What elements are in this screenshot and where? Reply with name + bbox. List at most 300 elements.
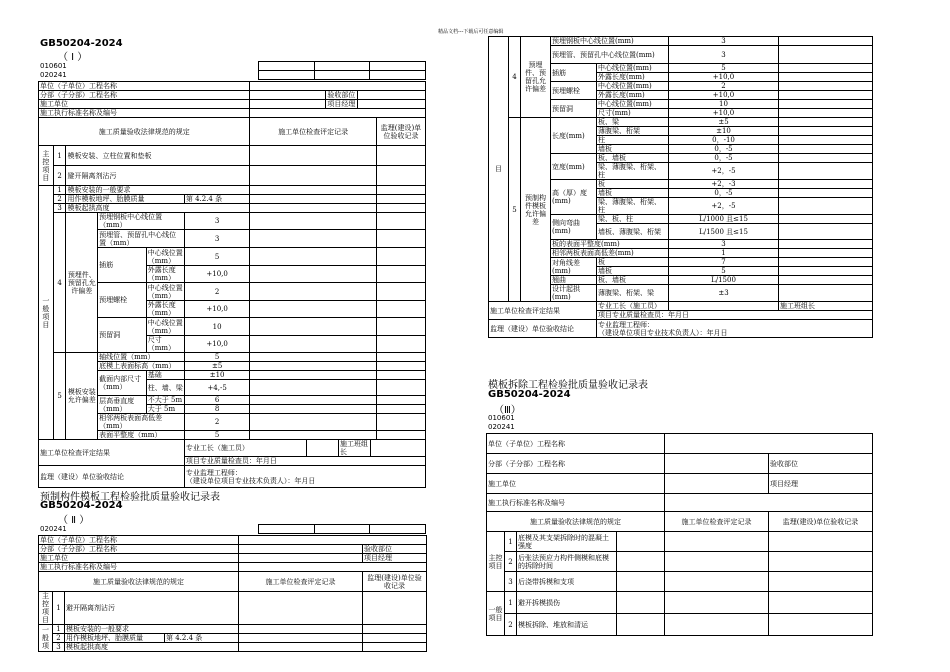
check-cell[interactable] (665, 614, 769, 636)
right2-standard: GB50204-2024 (488, 389, 571, 400)
sub-label: 对角线差(mm) (551, 258, 597, 276)
check-cell[interactable] (617, 592, 665, 614)
sub-label: 预埋螺栓 (551, 82, 597, 100)
sub-label-b: 梁、薄腹梁、桁架、柱 (597, 163, 669, 180)
head-construction: 施工单位检查评定记录 (250, 118, 377, 146)
check-cell[interactable] (779, 198, 873, 215)
sup-cell[interactable] (376, 213, 425, 230)
check-cell[interactable] (250, 213, 377, 230)
sup-cell[interactable] (376, 371, 425, 380)
check-cell[interactable] (779, 118, 873, 127)
qc-line: 项目专业质量检查员：年月日 (597, 311, 873, 320)
sub-label-b: 板 (597, 258, 669, 267)
side-label: 目 (489, 37, 509, 302)
check-cell[interactable] (779, 91, 873, 100)
main-label: 主控项目 (39, 146, 54, 186)
tolerance: 3 (669, 37, 779, 46)
sub-label-b: 中心线位置（mm） (147, 318, 183, 335)
sub-label-b: 梁、薄腹梁、桁架、柱 (597, 198, 669, 215)
sub-label-b: 中心线位置（mm） (147, 248, 183, 265)
check-cell[interactable] (250, 266, 377, 283)
dept-label: 验收部位 (326, 91, 358, 100)
sup-cell[interactable] (376, 318, 425, 336)
tolerance: 10 (184, 318, 250, 336)
sup-line: 专业监理工程师： (185, 468, 242, 477)
item-no: 1 (53, 592, 65, 625)
info-label: 单位（子单位）工程名称 (39, 536, 239, 545)
sup-line-2: （建设单位项目专业技术负责人）：年月日 (598, 328, 728, 337)
check-cell[interactable] (250, 204, 377, 213)
tolerance: ±10 (669, 127, 779, 136)
tolerance: 5 (184, 248, 250, 266)
tolerance: +2，-5 (669, 163, 779, 180)
tolerance: +10,0 (184, 301, 250, 318)
item-text: 模板安装、立柱位置和垫板 (66, 146, 250, 166)
sub-label-b: 板、墙板 (597, 276, 669, 285)
general-label: 一般项 (39, 625, 53, 652)
info-label: 施工单位 (39, 554, 239, 563)
check-cell[interactable] (779, 154, 873, 163)
check-cell[interactable] (665, 572, 769, 592)
sub-label: 层高垂直度（mm） (98, 396, 147, 414)
tolerance: ±10 (184, 371, 250, 380)
check-cell[interactable] (779, 258, 873, 267)
tolerance: 3 (184, 230, 250, 248)
top-note: 精品文档---下载后可任意编辑 (438, 29, 504, 35)
tolerance: 5 (669, 64, 779, 73)
tolerance: +4,-5 (184, 380, 250, 396)
item-no: 1 (53, 186, 66, 195)
sub-label: 插筋 (551, 64, 597, 82)
general-label: 一般项目 (39, 186, 54, 440)
sub-label-b: 柱、墙、梁 (146, 380, 184, 396)
check-cell[interactable] (779, 145, 873, 154)
item-text: 避开拆模损伤 (517, 592, 617, 614)
info-value[interactable] (665, 494, 873, 512)
tolerance: +10,0 (669, 91, 779, 100)
item-no: 3 (53, 643, 65, 652)
sup-cell[interactable] (363, 634, 427, 643)
check-cell[interactable] (665, 552, 769, 572)
check-cell[interactable] (239, 592, 363, 625)
check-cell[interactable] (779, 73, 873, 82)
check-cell[interactable] (239, 643, 363, 652)
left-table-II (38, 535, 427, 652)
sup-cell[interactable] (376, 362, 425, 371)
check-cell[interactable] (250, 336, 377, 353)
qc-line: 项目专业质量检查员：年月日 (184, 457, 425, 466)
sup-cell[interactable] (376, 266, 425, 283)
sup-cell[interactable] (376, 414, 425, 431)
tolerance: +10,0 (184, 336, 250, 353)
check-cell[interactable] (250, 396, 377, 405)
right2-part: （Ⅲ） (494, 405, 521, 416)
item5-label: 预制构件模板允许偏差 (521, 118, 551, 302)
head-construction: 施工单位检查评定记录 (239, 572, 363, 592)
tolerance: 6 (184, 396, 250, 405)
sup-label: 监理（建设）单位验收结论 (489, 320, 597, 338)
check-cell[interactable] (617, 552, 665, 572)
check-cell[interactable] (617, 572, 665, 592)
tolerance: 7 (669, 258, 779, 267)
tolerance: 0，-5 (669, 189, 779, 198)
sub-label-b: 中心线位置(mm) (597, 100, 669, 109)
info-value[interactable] (239, 536, 427, 545)
sup-cell[interactable] (376, 230, 425, 248)
item-no: 2 (505, 614, 517, 636)
info-value[interactable] (250, 100, 326, 109)
team-label: 施工班组长 (339, 440, 371, 457)
sub-label: 长度(mm) (551, 118, 597, 154)
check-cell[interactable] (779, 82, 873, 91)
sub-label: 截面内部尺寸（mm） (98, 371, 147, 396)
pm-label: 项目经理 (363, 554, 427, 563)
check-cell[interactable] (250, 405, 377, 414)
sub-label-b: 外露长度(mm) (597, 73, 669, 82)
sub-label-b: 板、墙板 (597, 154, 669, 163)
sup-cell[interactable] (363, 592, 427, 625)
item-text: 模板起拱高度 (65, 643, 239, 652)
tolerance: 2 (184, 283, 250, 301)
sup-cell[interactable] (376, 405, 425, 414)
sub-label: 设计起拱(mm) (551, 285, 597, 302)
sub-label-b: 不大于 5m (146, 396, 184, 405)
team-value[interactable] (370, 440, 425, 457)
sup-cell[interactable] (376, 396, 425, 405)
info-value[interactable] (665, 474, 769, 494)
sub-label-b: 中心线位置(mm) (597, 64, 669, 73)
head-supervision: 监理(建设)单位验收记录 (376, 118, 425, 146)
check-cell[interactable] (617, 532, 665, 552)
info-label: 单位（子单位）工程名称 (39, 82, 250, 91)
foreman-value[interactable] (307, 440, 339, 457)
sub-label: 预埋管、预留孔中心线位置（mm） (98, 230, 185, 248)
sub-label-b: 板 (597, 180, 669, 189)
foreman-value[interactable] (669, 302, 779, 311)
check-cell[interactable] (779, 64, 873, 73)
check-cell[interactable] (779, 109, 873, 118)
item-ref: 第 4.2.4 条 (184, 195, 250, 204)
check-cell[interactable] (250, 283, 377, 301)
check-cell[interactable] (250, 371, 377, 380)
info-value[interactable] (250, 109, 426, 118)
check-cell[interactable] (779, 100, 873, 109)
info-label: 单位（子单位）工程名称 (487, 434, 665, 454)
sub-label: 预埋管、预留孔中心线位置(mm) (551, 46, 669, 64)
sup-cell[interactable] (769, 592, 873, 614)
info-label: 分部（子分部）工程名称 (39, 91, 250, 100)
check-cell[interactable] (779, 37, 873, 46)
sub-label-b: 尺寸（mm） (146, 336, 184, 353)
check-cell[interactable] (250, 301, 377, 318)
check-cell[interactable] (250, 146, 377, 166)
sub-label-b: 中心线位置（mm） (147, 283, 183, 300)
pm-label: 项目经理 (326, 100, 358, 109)
sup-cell[interactable] (769, 552, 873, 572)
tolerance: 5 (669, 267, 779, 276)
sub-label-b: 墙板 (597, 267, 669, 276)
check-cell[interactable] (779, 127, 873, 136)
sup-cell[interactable] (376, 301, 425, 318)
sub-label-b: 板、梁 (597, 118, 669, 127)
sub-label: 高（厚）度(mm) (551, 180, 597, 215)
item-no: 3 (53, 204, 66, 213)
sup-cell[interactable] (376, 195, 425, 204)
item-no: 2 (505, 552, 517, 572)
tolerance: 0，-5 (669, 145, 779, 154)
sub-label: 预埋钢板中心线位置（mm） (98, 213, 185, 230)
sup-cell[interactable] (376, 380, 425, 396)
left-code-2: 020241 (40, 71, 67, 79)
sup-cell[interactable] (363, 625, 427, 634)
sup-cell[interactable] (376, 186, 425, 195)
sup-line-2: （建设单位项目专业技术负责人）：年月日 (185, 476, 316, 485)
check-cell[interactable] (250, 195, 377, 204)
item4-label: 预埋件、预留孔允许偏差 (66, 213, 98, 353)
check-cell[interactable] (665, 592, 769, 614)
left2-code-boxes (258, 524, 426, 534)
check-cell[interactable] (250, 414, 377, 431)
item-text: 避开隔离剂沾污 (66, 166, 250, 186)
sub-label: 底模上表面标高（mm） (98, 362, 185, 371)
tolerance: L/1000 且≤15 (669, 215, 779, 224)
check-cell[interactable] (250, 380, 377, 396)
check-cell[interactable] (779, 163, 873, 180)
sub-label-b: 薄腹梁、桁架 (597, 127, 669, 136)
tolerance: 3 (184, 213, 250, 230)
left2-title: 预制构件模板工程检验批质量验收记录表 (40, 492, 220, 503)
info-value[interactable] (357, 91, 425, 100)
check-cell[interactable] (779, 240, 873, 249)
item-text: 用作模板地坪、胎膜质量 (66, 195, 184, 204)
check-cell[interactable] (250, 353, 377, 362)
info-label: 施工单位 (487, 474, 665, 494)
sub-label-b: 墙板、薄腹梁、桁架 (597, 224, 669, 240)
check-cell[interactable] (250, 186, 377, 195)
check-cell[interactable] (250, 230, 377, 248)
foreman-label: 专业工长（施工员） (597, 302, 669, 311)
sub-label-b: 柱 (597, 136, 669, 145)
tolerance: 0，-10 (669, 136, 779, 145)
head-supervision: 监理(建设)单位验收记录 (363, 572, 427, 592)
item5-label: 模板安装允许偏差 (66, 353, 98, 440)
tolerance: ±3 (669, 285, 779, 302)
sub-label: 侧向弯曲(mm) (551, 215, 597, 240)
sup-cell[interactable] (376, 248, 425, 266)
tolerance: 3 (669, 46, 779, 64)
sub-label-b: 中心线位置(mm) (597, 82, 669, 91)
left2-part: （ Ⅱ ） (58, 515, 90, 526)
info-label: 分部（子分部）工程名称 (39, 545, 239, 554)
right2-title: 模板拆除工程检验批质量验收记录表 (488, 380, 648, 391)
sub-label: 预埋螺栓 (98, 283, 147, 318)
check-cell[interactable] (617, 614, 665, 636)
tolerance: 2 (184, 414, 250, 431)
right-table: 目 4 预埋件、预留孔允许偏差 预埋钢板中心线位置(mm) 3 预埋管、预留孔中心线位置(mm) 3 插筋 中心线位置(mm) 5 外露长度(mm) +10,0 预埋螺栓 中心线位置(mm) 2 外露长度(mm) +10,0 预留洞 中心线位置(mm) 10 尺寸(mm) +10,0 5 预制构件模板允许偏差 长度(mm) 板、梁 ±5 薄腹梁、桁架 ±10 柱 0，-10 墙板 0，-5 宽度(mm) 板、墙板 0，-5 梁、薄腹梁、桁架、柱 +2，-5 高（厚）度(mm) 板 +2，-3 墙板 0，-5 梁、薄腹梁、桁架、柱 +2，-5 侧向弯曲(mm) 梁、板、柱 L/1000 且≤15 墙板、薄腹梁、桁架 L/1500 且≤15 板的表面平整度(mm) 3 相邻两板表面高低差(mm) 1 对角线差(mm) 板 7 墙板 5 翘曲 板、墙板 L/1500 设计起拱(mm) 薄腹梁、桁架、梁 ±3 施工单位检查评定结果 专业工长（施工员） 施工班组长 项目专业质量检查员：年月日 监理（建设）单位验收结论 专业监理工程师： （建设单位项目专业技术负责人）：年月日 (488, 36, 873, 338)
tolerance: ±5 (669, 118, 779, 127)
tolerance: 2 (669, 82, 779, 91)
item-text: 模板安装的一般要求 (65, 625, 239, 634)
sup-cell[interactable] (376, 204, 425, 213)
sub-label-b: 大于 5m (146, 405, 184, 414)
left-table-I: 单位（子单位）工程名称 分部（子分部）工程名称 验收部位 施工单位 项目经理 施工执行标准名称及编号 施工质量验收法律规范的规定 施工单位检查评定记录 监理(建设)单位验收记录 主控项目 1 模板安装、立柱位置和垫板 2 避开隔离剂沾污 一般项目 1 模板安装的一般要求 2 用作模板地坪、胎膜质量 第 4.2.4 条 3 模板起拱高度 4 预埋件、预留孔允许偏差 预埋钢板中心线位置（mm） 3 预埋管、预留孔中心线位置（mm） 3 插筋 中心线位置（mm） 5 外露长度（mm） +10,0 预埋螺栓 中心线位置（mm） 2 外露长度（mm） +10,0 预留洞 中心线位置（mm） 10 尺寸（mm） +10,0 5 模板安装允许偏差 轴线位置（mm） 5 底模上表面标高（mm） ±5 截面内部尺寸（mm） 基础 ±10 柱、墙、梁 +4,-5 层高垂直度（mm） 不大于 5m 6 大于 5m 8 相邻两板表面高低差（mm） 2 表面平整度（mm） 5 施工单位检查评定结果 专业工长（施工员） 施工班组长 项目专业质量检查员：年月日 监理（建设）单位验收结论 专业监理工程师： （建设单位项目专业技术负责人）：年月日 (38, 81, 426, 488)
tolerance: 1 (669, 249, 779, 258)
head-spec: 施工质量验收法律规范的规定 (39, 572, 239, 592)
sup-cell[interactable] (769, 532, 873, 552)
sup-cell[interactable] (376, 166, 425, 186)
sub-label: 表面平整度（mm） (98, 431, 185, 440)
info-value[interactable] (250, 91, 326, 100)
tolerance: +10,0 (184, 266, 250, 283)
item-no: 2 (53, 195, 66, 204)
check-cell[interactable] (779, 267, 873, 276)
sub-label: 相邻两板表面高低差（mm） (98, 414, 185, 431)
sup-label: 监理（建设）单位验收结论 (39, 466, 185, 488)
tolerance: 8 (184, 405, 250, 414)
check-cell[interactable] (250, 318, 377, 336)
info-value[interactable] (239, 554, 363, 563)
check-cell[interactable] (250, 431, 377, 440)
check-cell[interactable] (779, 46, 873, 64)
dept-label: 验收部位 (769, 454, 873, 474)
sup-cell[interactable] (363, 643, 427, 652)
sup-cell[interactable] (376, 146, 425, 166)
sup-cell[interactable] (769, 572, 873, 592)
sub-label-b: 基础 (146, 371, 184, 380)
info-value[interactable] (665, 454, 769, 474)
tolerance: ±5 (184, 362, 250, 371)
item-no: 1 (53, 146, 66, 166)
sup-cell[interactable] (376, 353, 425, 362)
right2-code-2: 020241 (488, 423, 515, 431)
foreman-label: 专业工长（施工员） (184, 440, 307, 457)
item-no: 1 (53, 625, 65, 634)
item-no: 3 (505, 572, 517, 592)
main-label: 主控项目 (487, 532, 505, 592)
tolerance: +10,0 (669, 73, 779, 82)
check-cell[interactable] (239, 625, 363, 634)
check-cell[interactable] (779, 249, 873, 258)
check-cell[interactable] (250, 362, 377, 371)
sub-label-b: 梁、板、柱 (597, 215, 669, 224)
sub-label: 相邻两板表面高低差(mm) (551, 249, 669, 258)
sub-label-b: 尺寸(mm) (597, 109, 669, 118)
item-text: 模板安装的一般要求 (66, 186, 250, 195)
item-no: 2 (53, 166, 66, 186)
team-label: 施工班组长 (779, 302, 873, 311)
result-label: 施工单位检查评定结果 (489, 302, 597, 320)
tolerance: 3 (669, 240, 779, 249)
item-text: 用作模板地坪、胎膜质量 (65, 634, 165, 643)
check-cell[interactable] (239, 634, 363, 643)
info-value[interactable] (239, 563, 427, 572)
check-cell[interactable] (779, 136, 873, 145)
left2-code: 020241 (40, 525, 67, 533)
item-no: 1 (505, 532, 517, 552)
info-label: 施工单位 (39, 100, 250, 109)
check-cell[interactable] (665, 532, 769, 552)
item4-label: 预埋件、预留孔允许偏差 (521, 37, 551, 118)
sup-cell[interactable] (376, 283, 425, 301)
item-text: 后浇带拆模和支项 (517, 572, 617, 592)
sub-label-b: 外露长度（mm） (146, 266, 184, 283)
pm-label: 项目经理 (769, 474, 873, 494)
info-value[interactable] (250, 82, 426, 91)
right-table-III (486, 433, 873, 636)
general-label: 一般项目 (487, 592, 505, 636)
info-label: 施工执行标准名称及编号 (39, 563, 239, 572)
left-code-1: 010601 (40, 62, 67, 70)
sub-label: 轴线位置（mm） (98, 353, 185, 362)
tolerance: 10 (669, 100, 779, 109)
tolerance: L/1500 且≤15 (669, 224, 779, 240)
left2-standard: GB50204-2024 (40, 500, 123, 511)
left-code-boxes (258, 61, 426, 80)
sup-line: 专业监理工程师： (598, 320, 654, 329)
item-text: 模板起拱高度 (66, 204, 250, 213)
head-spec: 施工质量验收法律规范的规定 (39, 118, 250, 146)
sub-label-b: 墙板 (597, 145, 669, 154)
item-text: 避开隔离剂沾污 (65, 592, 239, 625)
sub-label-b: 墙板 (597, 189, 669, 198)
tolerance: +2，-5 (669, 198, 779, 215)
info-value[interactable] (357, 100, 425, 109)
sub-label-b: 薄腹梁、桁架、梁 (597, 285, 669, 302)
sup-cell[interactable] (376, 336, 425, 353)
check-cell[interactable] (779, 180, 873, 189)
tolerance: 0，-5 (669, 154, 779, 163)
tolerance: L/1500 (669, 276, 779, 285)
sub-label: 翘曲 (551, 276, 597, 285)
check-cell[interactable] (779, 189, 873, 198)
item-ref: 第 4.2.4 条 (165, 634, 239, 643)
sup-cell[interactable] (376, 431, 425, 440)
info-label: 分部（子分部）工程名称 (487, 454, 665, 474)
item-text: 模板拆除、堆放和清运 (517, 614, 617, 636)
info-label: 施工执行标准名称及编号 (487, 494, 665, 512)
dept-label: 验收部位 (363, 545, 427, 554)
tolerance: +10,0 (669, 109, 779, 118)
tolerance: 5 (184, 431, 250, 440)
sub-label-b: 外露长度（mm） (146, 301, 184, 318)
item-text: 底模及其支架拆除时的混凝土强度 (517, 532, 617, 552)
sup-cell[interactable] (769, 614, 873, 636)
sub-label: 板的表面平整度(mm) (551, 240, 669, 249)
check-cell[interactable] (250, 166, 377, 186)
check-cell[interactable] (250, 248, 377, 266)
sub-label: 预留洞 (98, 318, 147, 353)
check-cell[interactable] (779, 285, 873, 302)
info-value[interactable] (665, 434, 873, 454)
sub-label-b: 外露长度(mm) (597, 91, 669, 100)
right2-code-1: 010601 (488, 414, 515, 422)
sub-label: 插筋 (98, 248, 147, 283)
item-no: 2 (53, 634, 65, 643)
sub-label: 预留洞 (551, 100, 597, 118)
check-cell[interactable] (779, 215, 873, 224)
info-value[interactable] (239, 545, 363, 554)
head-spec: 施工质量验收法律规范的规定 (487, 512, 665, 532)
tolerance: +2，-3 (669, 180, 779, 189)
check-cell[interactable] (779, 224, 873, 240)
head-supervision: 监理(建设)单位验收记录 (769, 512, 873, 532)
main-label: 主控项目 (39, 592, 53, 625)
result-label: 施工单位检查评定结果 (39, 440, 185, 466)
left-standard: GB50204-2024 (40, 38, 123, 49)
item-no: 1 (505, 592, 517, 614)
check-cell[interactable] (779, 276, 873, 285)
head-construction: 施工单位检查评定记录 (665, 512, 769, 532)
